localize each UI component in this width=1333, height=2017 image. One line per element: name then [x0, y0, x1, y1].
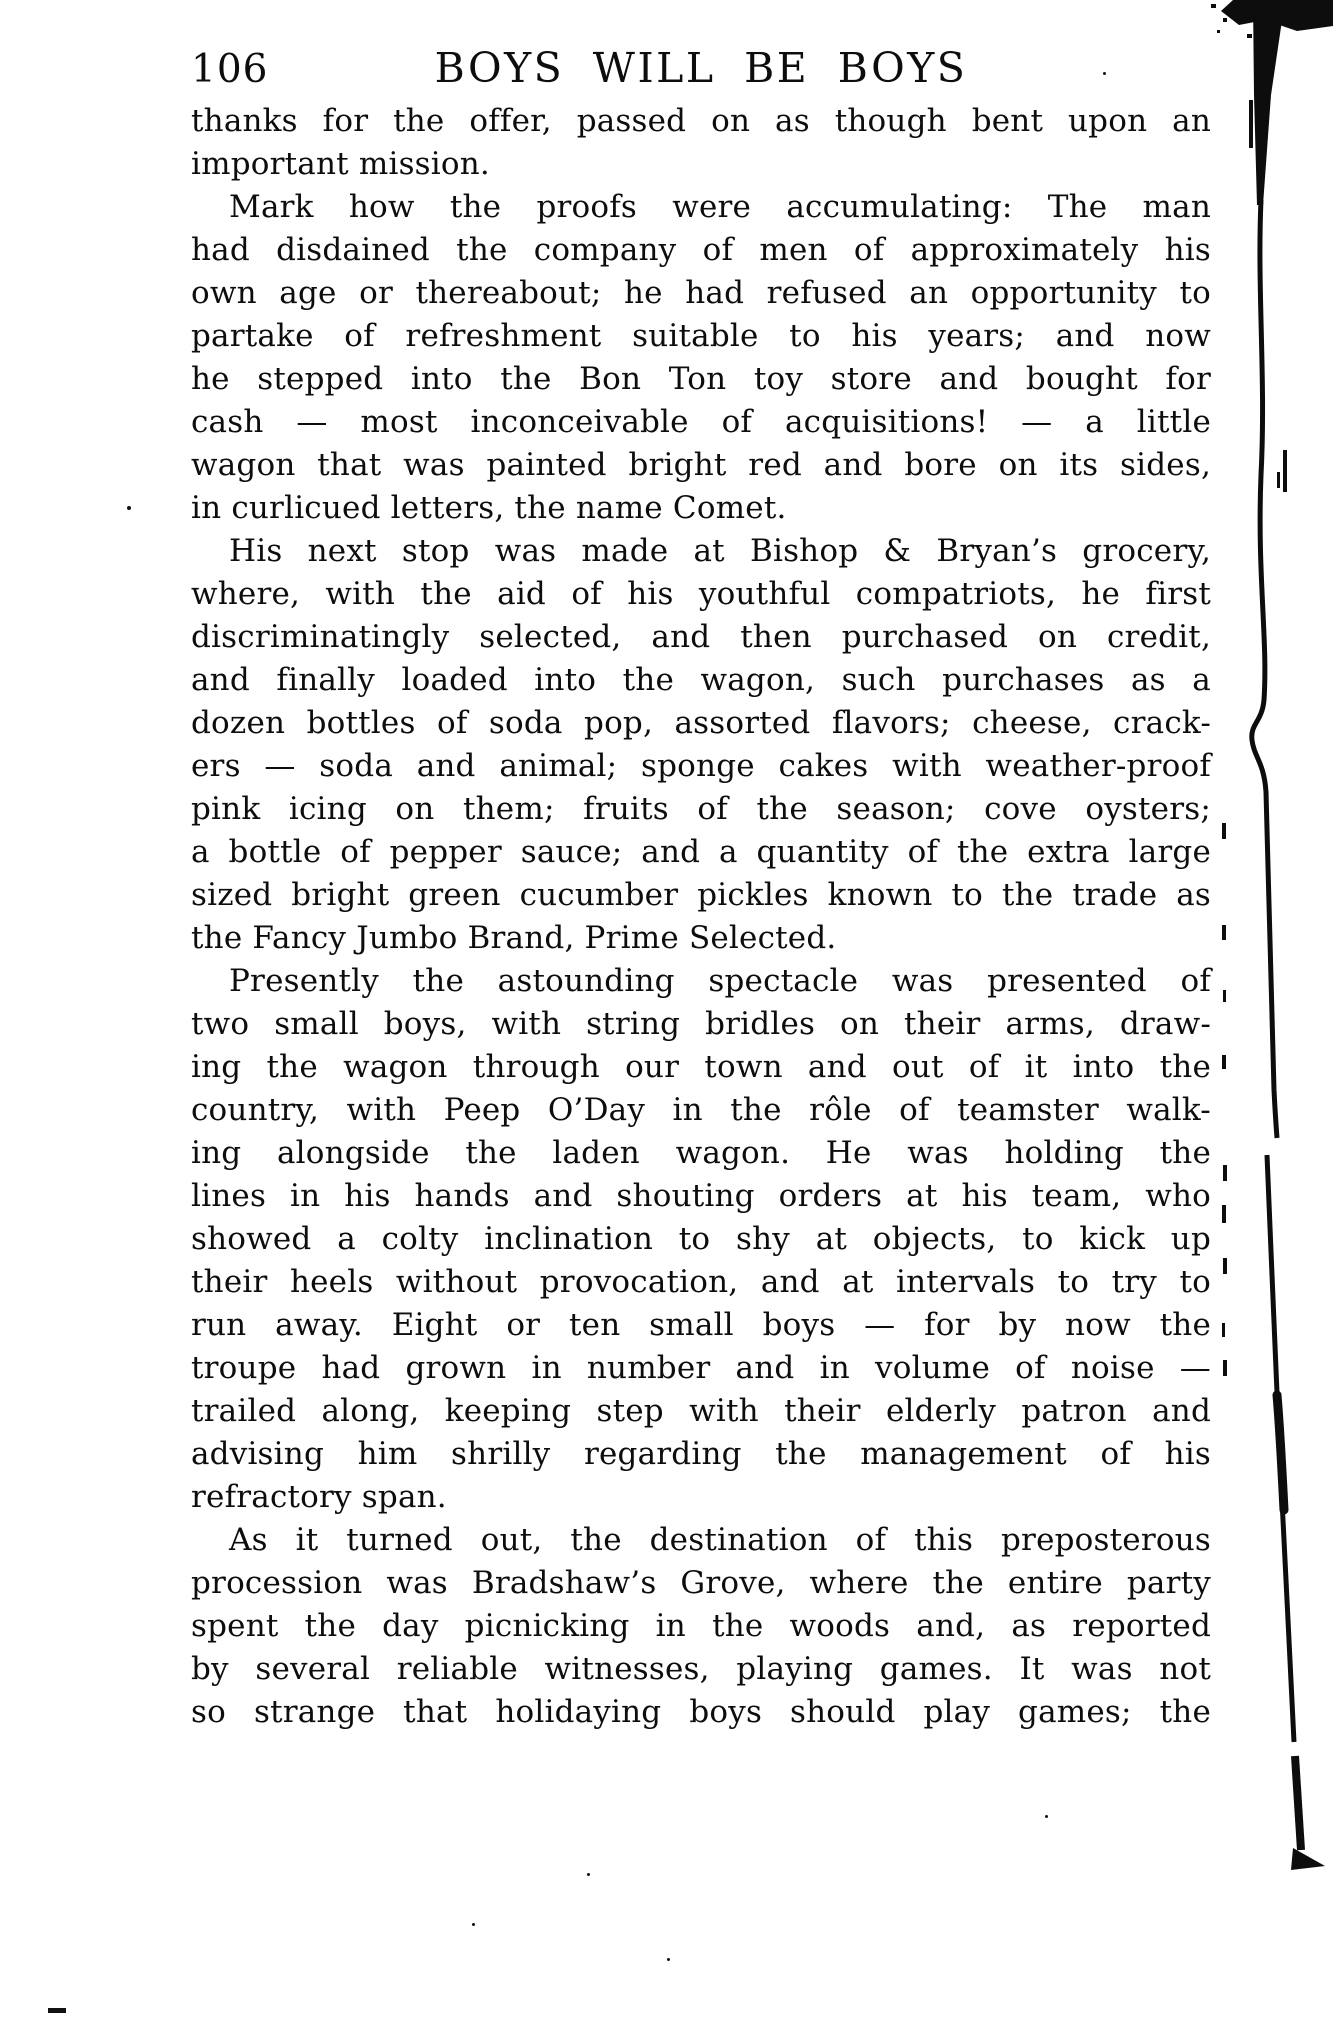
scan-speck — [1103, 72, 1106, 75]
text-line: pink icing on them; fruits of the season; cove oysters; — [191, 791, 1211, 827]
text-line: wagon that was painted bright red and bore on its sides, — [191, 447, 1211, 483]
text-line: Mark how the proofs were accumulating: The man — [229, 189, 1211, 225]
scan-speck — [667, 1958, 670, 1961]
text-line: ing the wagon through our town and out of it into the — [191, 1049, 1211, 1085]
text-line: by several reliable witnesses, playing games. It was not — [191, 1651, 1211, 1687]
text-line: advising him shrilly regarding the management of his — [191, 1436, 1211, 1472]
scan-gutter-line-middle — [1267, 1155, 1294, 1742]
text-line: important mission. — [191, 146, 490, 182]
text-line: had disdained the company of men of approximately his — [191, 232, 1211, 268]
text-line: own age or thereabout; he had refused an opportunity to — [191, 275, 1211, 311]
text-line: where, with the aid of his youthful compatriots, he first — [191, 576, 1211, 612]
text-line: a bottle of pepper sauce; and a quantity of the extra large — [191, 834, 1211, 870]
scan-speck — [127, 506, 131, 510]
text-line: trailed along, keeping step with their elderly patron and — [191, 1393, 1211, 1429]
text-line: ers — soda and animal; sponge cakes with weather-proof — [191, 748, 1211, 784]
text-line: two small boys, with string bridles on their arms, draw- — [191, 1006, 1211, 1042]
text-line: discriminatingly selected, and then purchased on credit, — [191, 619, 1211, 655]
text-line: in curlicued letters, the name Comet. — [191, 490, 787, 526]
text-line: spent the day picnicking in the woods and, as reported — [191, 1608, 1211, 1644]
text-line: cash — most inconceivable of acquisitions! — a little — [191, 404, 1211, 440]
text-line: and finally loaded into the wagon, such purchases as a — [191, 662, 1211, 698]
scan-gutter-line-lower — [1295, 1756, 1301, 1850]
scan-gutter-wedge — [1253, 0, 1285, 205]
scan-smudge-top-right-corner — [1221, 0, 1333, 31]
text-line: ing alongside the laden wagon. He was holding the — [191, 1135, 1211, 1171]
text-line: the Fancy Jumbo Brand, Prime Selected. — [191, 920, 837, 956]
text-line: As it turned out, the destination of this preposterous — [229, 1522, 1211, 1558]
text-line: country, with Peep O’Day in the rôle of teamster walk- — [191, 1092, 1211, 1128]
text-line: thanks for the offer, passed on as though bent upon an — [191, 103, 1211, 139]
page-number: 106 — [191, 47, 269, 92]
text-line: partake of refreshment suitable to his years; and now — [191, 318, 1211, 354]
scan-bottom-left-mark — [48, 2008, 66, 2013]
text-line: Presently the astounding spectacle was presented of — [229, 963, 1211, 999]
scan-speck — [587, 1873, 590, 1876]
scan-gutter-foot — [1291, 1848, 1325, 1870]
text-line: sized bright green cucumber pickles known to the trade as — [191, 877, 1211, 913]
text-line: refractory span. — [191, 1479, 447, 1515]
scan-gutter-artifacts — [1203, 0, 1333, 2017]
scan-gutter-line-upper — [1252, 200, 1277, 1138]
text-line: troupe had grown in number and in volume of noise — — [191, 1350, 1211, 1386]
text-line: dozen bottles of soda pop, assorted flavors; cheese, crack- — [191, 705, 1211, 741]
text-line: their heels without provocation, and at intervals to try to — [191, 1264, 1211, 1300]
text-line: lines in his hands and shouting orders at his team, who — [191, 1178, 1211, 1214]
header-title: BOYS WILL BE BOYS — [434, 44, 968, 92]
text-line: run away. Eight or ten small boys — for by now the — [191, 1307, 1211, 1343]
text-line: procession was Bradshaw’s Grove, where the entire party — [191, 1565, 1211, 1601]
running-header — [191, 44, 1211, 92]
scan-speck — [1045, 1815, 1048, 1818]
text-line: so strange that holidaying boys should play games; the — [191, 1694, 1211, 1730]
scan-speck — [472, 1923, 475, 1926]
text-line: His next stop was made at Bishop & Bryan’s grocery, — [229, 533, 1211, 569]
text-line: he stepped into the Bon Ton toy store and bought for — [191, 361, 1211, 397]
body-text — [191, 100, 1211, 1734]
text-line: showed a colty inclination to shy at objects, to kick up — [191, 1221, 1211, 1257]
